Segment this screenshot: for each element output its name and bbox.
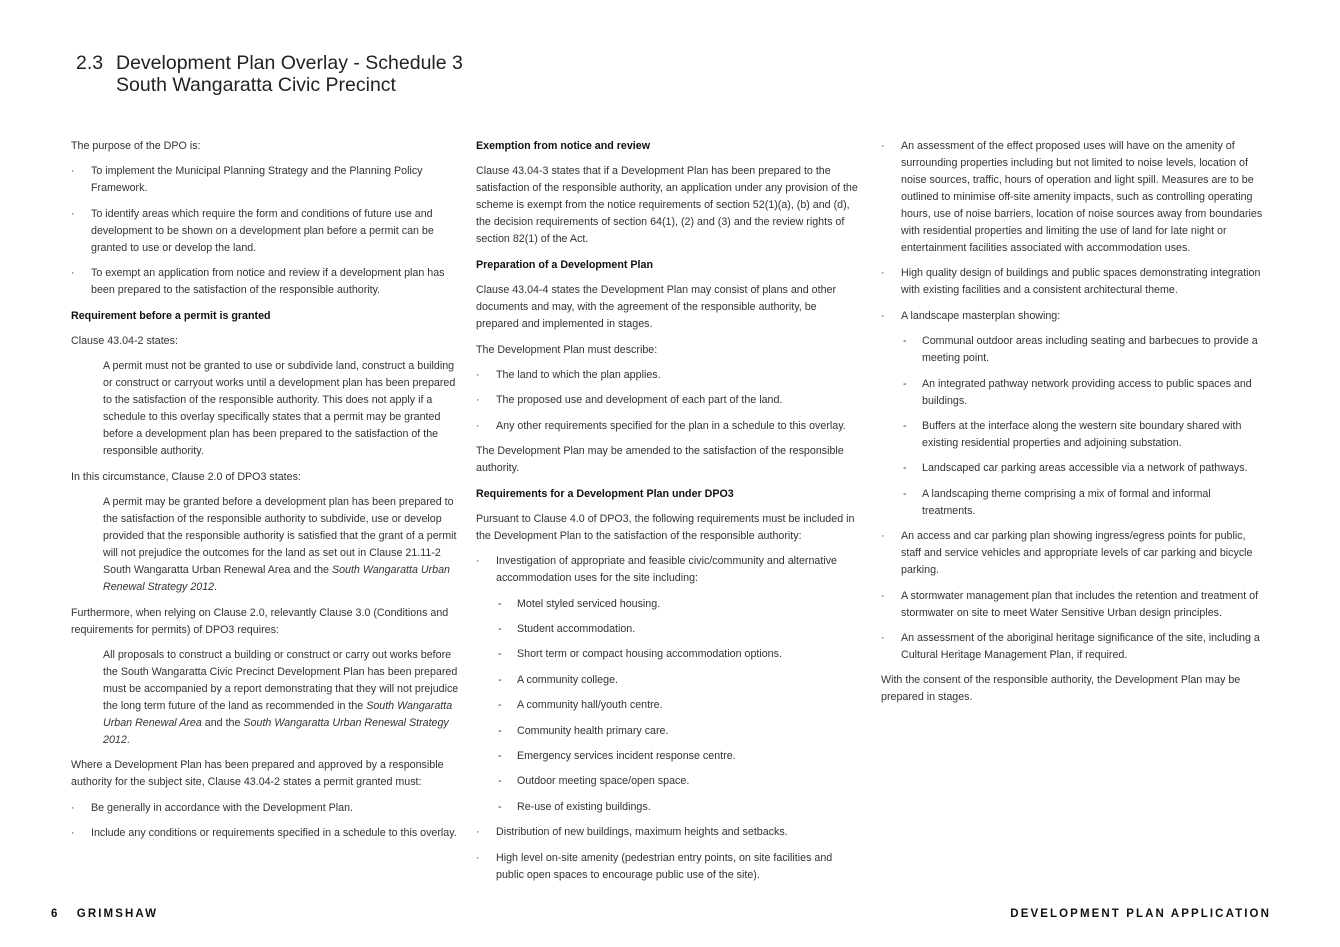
- use-item: - Outdoor meeting space/open space.: [476, 773, 861, 790]
- pursuant-paragraph: Pursuant to Clause 4.0 of DPO3, the following requirements must be included in the Development Plan to the satisfaction of the responsible authority:: [476, 512, 855, 542]
- heading-exemption: Exemption from notice and review: [476, 140, 651, 152]
- investigation-bullet: · Investigation of appropriate and feasible civic/community and alternative accommodation uses for the site including:: [476, 553, 861, 587]
- aboriginal-bullet: · An assessment of the aboriginal heritage significance of the site, including a Cultural Heritage Management Plan, if required.: [881, 630, 1266, 664]
- use-item: - Short term or compact housing accommodation options.: [476, 646, 861, 663]
- quote-paragraph: All proposals to construct a building or construct or carry out works before the South Wangaratta Civic Precinct Development Plan has been prepared must be accompanied by a report demonstrating that they will not prejudice the long term future of the land as recommended in the South Wangaratta Urban Renewal Area and the South Wangaratta Urban Renewal Strategy 2012.: [103, 648, 459, 746]
- furthermore-paragraph: Furthermore, when relying on Clause 2.0, relevantly Clause 3.0 (Conditions and requirements for permits) of DPO3 requires:: [71, 606, 449, 636]
- column-2: [476, 138, 861, 892]
- heading-requirement: Requirement before a permit is granted: [71, 309, 271, 322]
- title-line-2: South Wangaratta Civic Precinct: [116, 74, 396, 96]
- page-number: 6: [51, 908, 60, 920]
- high-quality-bullet: · High quality design of buildings and public spaces demonstrating integration with existing facilities and a consistent architectural theme.: [881, 265, 1266, 299]
- circumstance-paragraph: In this circumstance, Clause 2.0 of DPO3 states:: [71, 470, 301, 483]
- preparation-paragraph: Clause 43.04-4 states the Development Plan may consist of plans and other documents and may, with the agreement of the responsible authority, be prepared and implemented in stages.: [476, 284, 837, 331]
- use-item: - Student accommodation.: [476, 621, 861, 638]
- document-title: DEVELOPMENT PLAN APPLICATION: [1010, 908, 1271, 920]
- stormwater-bullet: · A stormwater management plan that includes the retention and treatment of stormwater on site to meet Water Sensitive Urban design principles.: [881, 588, 1266, 622]
- use-item: - A community college.: [476, 672, 861, 689]
- must-describe-paragraph: The Development Plan must describe:: [476, 343, 658, 356]
- consent-paragraph: With the consent of the responsible authority, the Development Plan may be prepared in stages.: [881, 674, 1241, 704]
- heading-preparation: Preparation of a Development Plan: [476, 258, 653, 271]
- use-item: - Motel styled serviced housing.: [476, 596, 861, 613]
- access-bullet: · An access and car parking plan showing ingress/egress points for public, staff and service vehicles and appropriate levels of car parking and bicycle parking.: [881, 528, 1266, 579]
- landscape-item: - Buffers at the interface along the western site boundary shared with existing residential properties and adjoining substation.: [881, 418, 1266, 452]
- landscape-item: - Communal outdoor areas including seating and barbecues to provide a meeting point.: [881, 333, 1266, 367]
- landscape-bullet: · A landscape masterplan showing:: [881, 308, 1266, 325]
- describe-bullet: · The proposed use and development of each part of the land.: [476, 392, 861, 409]
- clause-states: Clause 43.04-2 states:: [71, 334, 178, 347]
- amended-paragraph: The Development Plan may be amended to the satisfaction of the responsible authority.: [476, 445, 844, 475]
- purpose-bullet: · To exempt an application from notice and review if a development plan has been prepared to the satisfaction of the responsible authority.: [71, 265, 459, 299]
- purpose-bullet: · To implement the Municipal Planning Strategy and the Planning Policy Framework.: [71, 163, 459, 197]
- landscape-item: - Landscaped car parking areas accessible via a network of pathways.: [881, 460, 1266, 477]
- column-1: [71, 138, 459, 850]
- must-bullet: · Be generally in accordance with the Development Plan.: [71, 800, 459, 817]
- purpose-bullet: · To identify areas which require the form and conditions of future use and development to be shown on a development plan before a permit can be granted to use or develop the land.: [71, 206, 459, 257]
- describe-bullet: · The land to which the plan applies.: [476, 367, 861, 384]
- title-line-1: Development Plan Overlay - Schedule 3: [116, 52, 463, 74]
- must-bullet: · Include any conditions or requirements specified in a schedule to this overlay.: [71, 825, 459, 842]
- column-3: [881, 138, 1266, 715]
- quote-paragraph: A permit may be granted before a development plan has been prepared to the satisfaction of the responsible authority to subdivide, use or develop provided that the responsible authority is satisfied that the grant of a permit will not prejudice the outcomes for the land as set out in Clause 21.11-2 South Wangaratta Urban Renewal Area and the South Wangaratta Urban Renewal Strategy 2012.: [103, 496, 457, 594]
- use-item: - Emergency services incident response centre.: [476, 748, 861, 765]
- section-number: 2.3: [76, 52, 104, 74]
- use-item: - A community hall/youth centre.: [476, 697, 861, 714]
- quote-paragraph: A permit must not be granted to use or subdivide land, construct a building or construct or carryout works until a development plan has been prepared to the satisfaction of the responsible authority. This does not apply if a schedule to this overlay specifically states that a permit may be granted before a development plan has been prepared to the satisfaction of the responsible authority.: [103, 360, 456, 458]
- describe-bullet: · Any other requirements specified for the plan in a schedule to this overlay.: [476, 418, 861, 435]
- section-title: [76, 52, 463, 96]
- use-item: - Re-use of existing buildings.: [476, 799, 861, 816]
- landscape-item: - A landscaping theme comprising a mix of formal and informal treatments.: [881, 486, 1266, 520]
- assessment-amenity-bullet: · An assessment of the effect proposed uses will have on the amenity of surrounding properties including but not limited to noise levels, location of noise sources, traffic, hours of operation and light spill. Measures are to be outlined to minimise off-site amenity impacts, such as controlling operating hours, use of noise barriers, location of noise sources away from boundaries with residential properties and limiting the use of land for late night or entertainment facilities associated with accommodation uses.: [881, 138, 1266, 257]
- footer-left: [51, 908, 158, 920]
- intro-paragraph: The purpose of the DPO is:: [71, 140, 201, 152]
- distribution-bullet: · Distribution of new buildings, maximum heights and setbacks.: [476, 824, 861, 841]
- landscape-item: - An integrated pathway network providing access to public spaces and buildings.: [881, 376, 1266, 410]
- amenity-bullet: · High level on-site amenity (pedestrian entry points, on site facilities and public open spaces to encourage public use of the site).: [476, 850, 861, 884]
- where-paragraph: Where a Development Plan has been prepared and approved by a responsible authority for the subject site, Clause 43.04-2 states a permit granted must:: [71, 759, 444, 789]
- company-name: GRIMSHAW: [76, 908, 159, 920]
- heading-requirements-dpo3: Requirements for a Development Plan under DPO3: [476, 487, 734, 500]
- exemption-paragraph: Clause 43.04-3 states that if a Development Plan has been prepared to the satisfaction of the responsible authority, an application under any provision of the scheme is exempt from the notice requirements of section 52(1)(a), (b) and (d), the decision requirements of section 64(1), (2) and (3) and the review rights of section 82(1) of the Act.: [476, 165, 858, 246]
- use-item: - Community health primary care.: [476, 723, 861, 740]
